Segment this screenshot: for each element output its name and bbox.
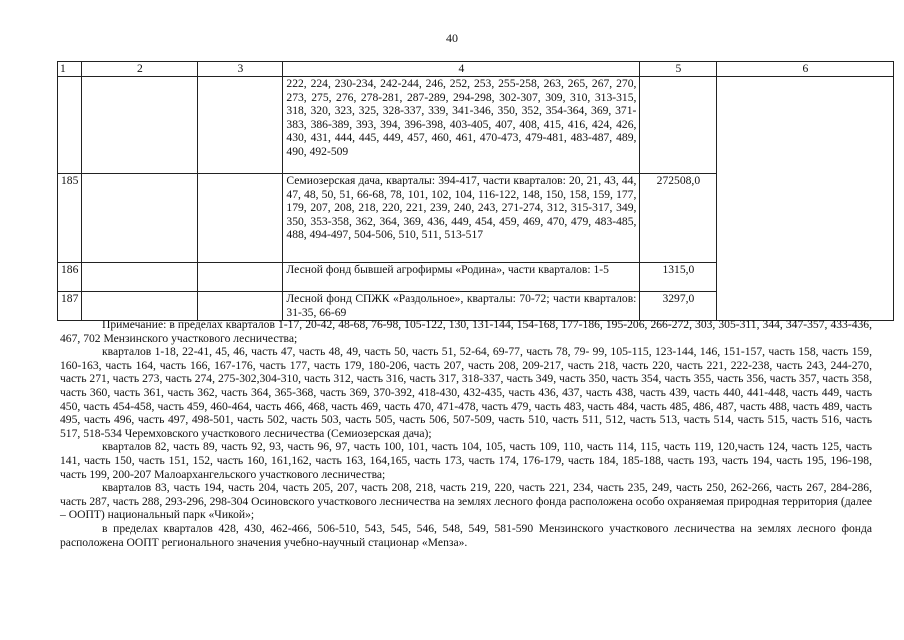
note-paragraph: кварталов 83, часть 194, часть 204, часть 205, 207, часть 208, 218, часть 219, 220, часть 221, 234, часть 235, 249, часть 250, 262-266, часть 267, 284-286, часть 287, часть 288, 293-296, 298-304 Осиновского участкового лесничества на землях лесного фонда расположена особо охраняемая природная территория (далее – ООПТ) национальный парк «Чикой»; — [60, 481, 872, 522]
row-area: 272508,0 — [640, 174, 717, 263]
row-number — [58, 77, 82, 174]
row-area: 1315,0 — [640, 263, 717, 292]
row-col2 — [82, 292, 198, 321]
note-paragraph: кварталов 1-18, 22-41, 45, 46, часть 47, часть 48, 49, часть 50, часть 51, 52-64, 69-77, часть 78, 79- 99, 105-115, 123-144, 146, 151-157, часть 158, часть 159, 160-163, часть 164, часть 166, 167-176, часть 177, часть 179, 180-206, часть 207, часть 208, 209-217, часть 218, часть 220, часть 221, 222-238, часть 243, 244-270, часть 271, часть 273, часть 274, 275-302,304-310, часть 312, часть 316, часть 317, 318-337, часть 349, часть 350, часть 354, часть 355, часть 356, часть 357, часть 358, часть 360, часть 361, часть 362, часть 364, 365-368, часть 369, 370-392, 418-430, 432-435, часть 436, 437, часть 438, часть 439, часть 440, 441-448, часть 449, часть 450, часть 454-458, часть 459, 460-464, часть 466, 468, часть 469, часть 470, 471-478, часть 479, часть 483, часть 484, часть 485, 486, 487, часть 488, часть 489, часть 495, часть 496, часть 497, 498-501, часть 502, часть 503, часть 505, часть 506, 507-509, часть 510, часть 511, 512, часть 513, часть 514, часть 515, часть 516, часть 517, 518-534 Черемховского участкового лесничества (Семиозерская дача); — [60, 345, 872, 440]
row-description: Лесной фонд бывшей агрофирмы «Родина», части кварталов: 1-5 — [283, 263, 640, 292]
row-col3 — [198, 292, 283, 321]
header-cell-2: 2 — [82, 62, 198, 77]
header-cell-1: 1 — [58, 62, 82, 77]
table-row — [58, 77, 894, 174]
row-area: 3297,0 — [640, 292, 717, 321]
row-col6 — [717, 77, 894, 321]
row-area — [640, 77, 717, 174]
notes-section — [60, 318, 872, 549]
header-cell-4: 4 — [283, 62, 640, 77]
header-cell-5: 5 — [640, 62, 717, 77]
row-col2 — [82, 174, 198, 263]
note-paragraph: в пределах кварталов 428, 430, 462-466, 506-510, 543, 545, 546, 548, 549, 581-590 Мензинского участкового лесничества на землях лесного фонда расположена ООПТ регионального значения учебно-научный стационар «Мenза». — [60, 521, 872, 549]
row-col3 — [198, 263, 283, 292]
row-description: 222, 224, 230-234, 242-244, 246, 252, 253, 255-258, 263, 265, 267, 270, 273, 275, 276, 278-281, 287-289, 294-298, 302-307, 309, 310, 313-315, 318, 320, 323, 325, 328-337, 339, 341-346, 350, 352, 354-364, 369, 371-383, 386-389, 393, 394, 396-398, 403-405, 407, 408, 415, 416, 424, 426, 430, 431, 444, 445, 449, 457, 460, 461, 470-473, 479-481, 483-487, 489, 490, 492-509 — [283, 77, 640, 174]
row-number: 187 — [58, 292, 82, 321]
forest-table — [57, 61, 894, 321]
header-cell-6: 6 — [717, 62, 894, 77]
note-paragraph: кварталов 82, часть 89, часть 92, 93, часть 96, 97, часть 100, 101, часть 104, 105, часть 109, 110, часть 114, 115, часть 119, 120,часть 124, часть 125, часть 141, часть 150, часть 151, 152, часть 160, 161,162, часть 163, 164,165, часть 173, часть 174, 176-179, часть 184, 185-188, часть 193, часть 194, часть 195, 196-198, часть 199, 200-207 Малоархангельского участкового лесничества; — [60, 440, 872, 481]
note-paragraph: Примечание: в пределах кварталов 1-17, 20-42, 48-68, 76-98, 105-122, 130, 131-144, 154-168, 177-186, 195-206, 266-272, 303, 305-311, 344, 347-357, 433-436, 467, 702 Мензинского участкового лесничества; — [60, 318, 872, 345]
row-number: 186 — [58, 263, 82, 292]
header-cell-3: 3 — [198, 62, 283, 77]
row-col3 — [198, 174, 283, 263]
row-col2 — [82, 77, 198, 174]
row-col3 — [198, 77, 283, 174]
row-col2 — [82, 263, 198, 292]
row-description: Лесной фонд СПЖК «Раздольное», кварталы: 70-72; части кварталов: 31-35, 66-69 — [283, 292, 640, 321]
page-number: 40 — [446, 31, 458, 45]
table-header-row — [58, 62, 894, 77]
row-description: Семиозерская дача, кварталы: 394-417, части кварталов: 20, 21, 43, 44, 47, 48, 50, 51, 66-68, 78, 101, 102, 104, 116-122, 148, 150, 158, 159, 177, 179, 207, 208, 218, 220, 221, 239, 240, 243, 271-274, 312, 315-317, 349, 350, 353-358, 362, 364, 369, 436, 449, 454, 459, 469, 470, 479, 483-485, 488, 494-497, 504-506, 510, 511, 513-517 — [283, 174, 640, 263]
row-number: 185 — [58, 174, 82, 263]
